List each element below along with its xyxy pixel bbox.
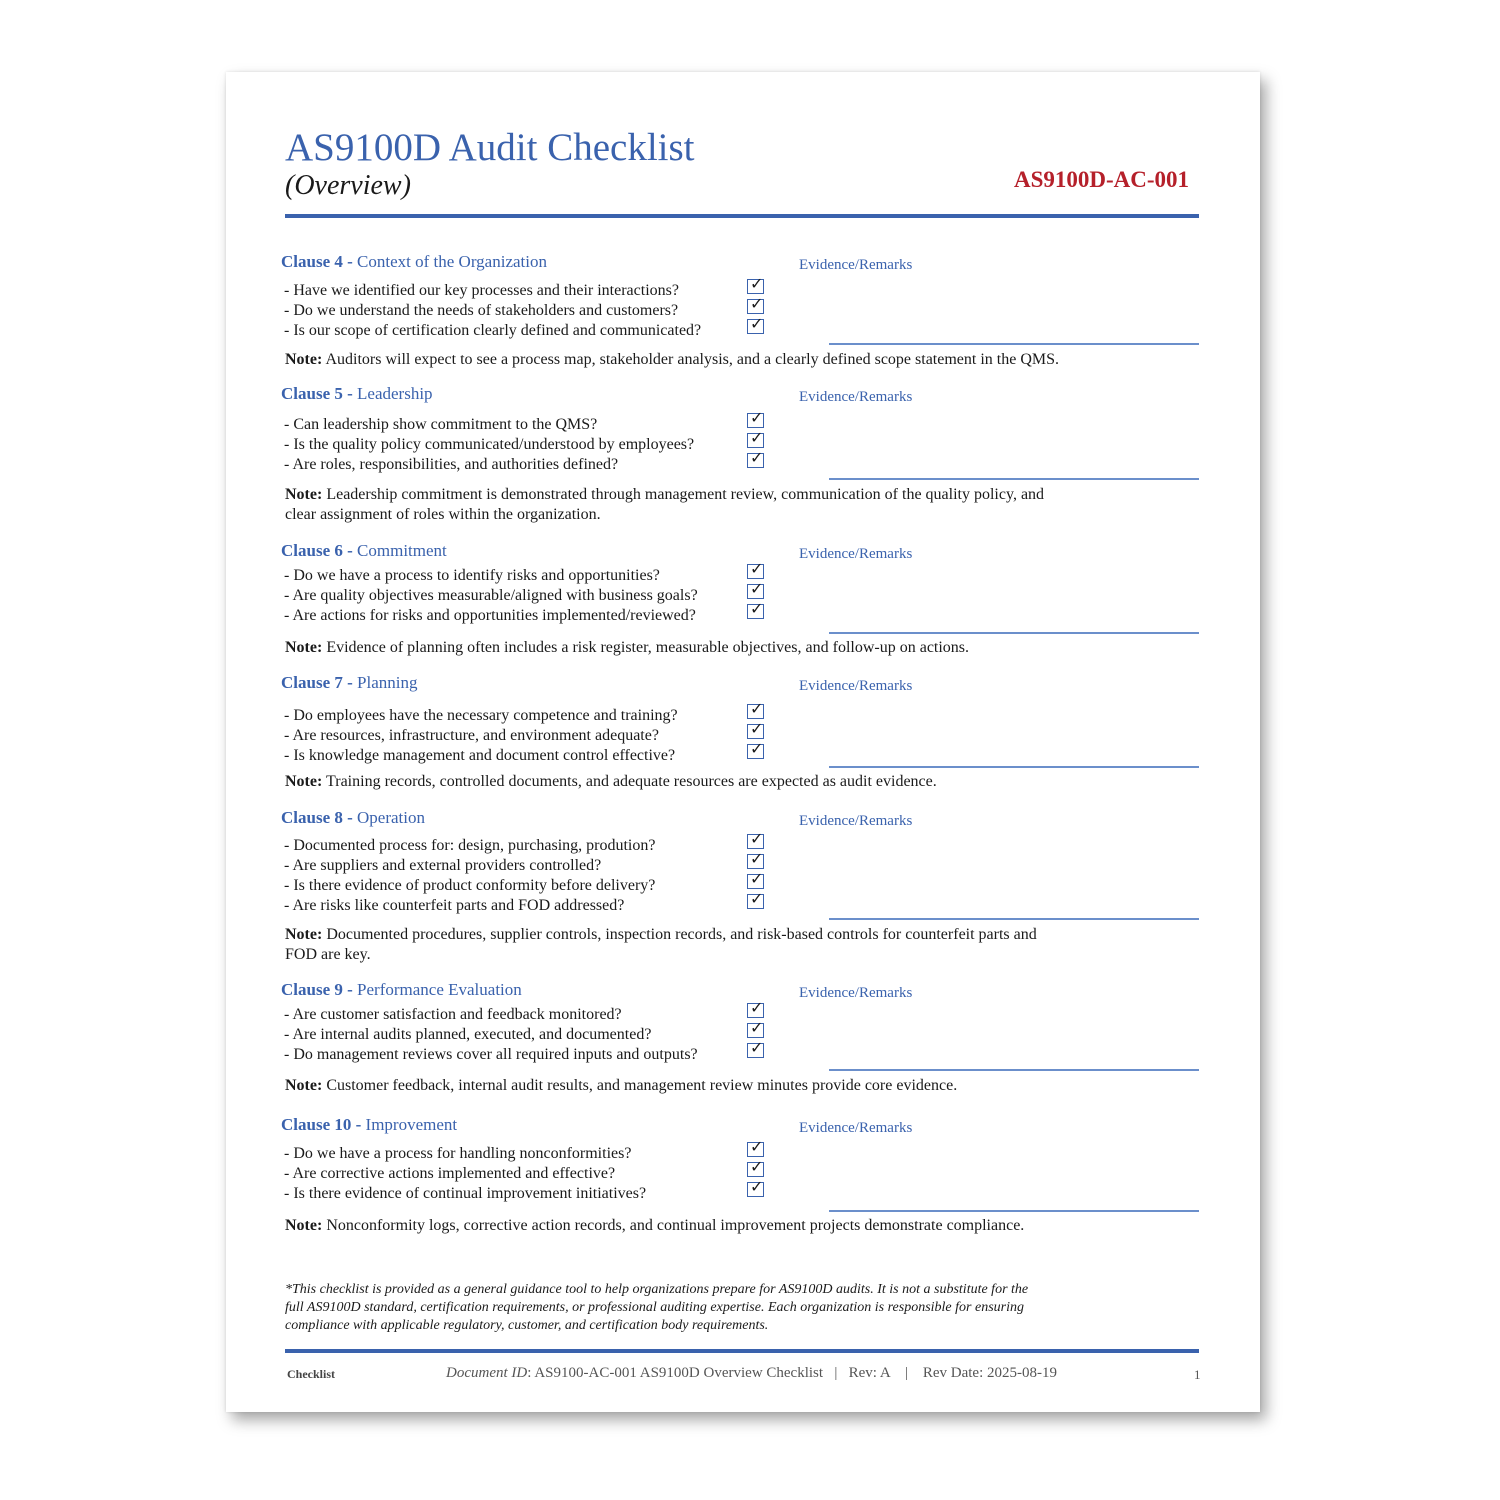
clause-topic: Planning — [357, 673, 418, 692]
evidence-remarks-label: Evidence/Remarks — [799, 678, 913, 694]
disclaimer — [285, 1281, 1115, 1335]
note-label: Note: — [285, 773, 323, 790]
evidence-remarks-label: Evidence/Remarks — [799, 813, 913, 829]
clause-number: Clause 9 - — [281, 980, 353, 999]
checkbox[interactable] — [747, 1018, 764, 1038]
check-mark-icon: ✓ — [750, 448, 764, 467]
checkbox[interactable] — [747, 559, 764, 579]
note-text: Documented procedures, supplier controls, inspection records, and risk-based controls for counterfeit parts and — [326, 926, 1037, 943]
evidence-remarks-line — [829, 478, 1199, 480]
clause-number: Clause 10 - — [281, 1115, 362, 1134]
check-mark-icon: ✓ — [750, 889, 764, 908]
evidence-remarks-label: Evidence/Remarks — [799, 257, 913, 273]
clause-number: Clause 7 - — [281, 673, 353, 692]
checklist-question: - Have we identified our key processes and their interactions? — [284, 282, 679, 299]
check-mark-icon: ✓ — [750, 579, 764, 598]
disclaimer-line: full AS9100D standard, certification requirements, or professional auditing expertise. Each organization is responsible for ensuring — [285, 1300, 1024, 1315]
check-mark-icon: ✓ — [750, 1038, 764, 1057]
clause-number: Clause 8 - — [281, 808, 353, 827]
clause-heading — [281, 1116, 457, 1133]
clause-number: Clause 6 - — [281, 541, 353, 560]
checklist-question: - Is our scope of certification clearly defined and communicated? — [284, 322, 702, 339]
footer-divider — [285, 1349, 1199, 1353]
note-label: Note: — [285, 639, 323, 656]
footer-doc-id-value: : AS9100-AC-001 AS9100D Overview Checklist — [527, 1365, 824, 1381]
checklist-question: - Do we have a process for handling nonconformities? — [284, 1145, 632, 1162]
check-mark-icon: ✓ — [750, 428, 764, 447]
checkbox[interactable] — [747, 274, 764, 294]
checkbox[interactable] — [747, 1177, 764, 1197]
checkbox[interactable] — [747, 1157, 764, 1177]
footer-revision-date: Rev Date: 2025-08-19 — [922, 1365, 1057, 1381]
clause-heading — [281, 385, 433, 402]
checklist-question: - Are corrective actions implemented and effective? — [284, 1165, 616, 1182]
checklist-question: - Do management reviews cover all required inputs and outputs? — [284, 1046, 698, 1063]
checkbox[interactable] — [747, 889, 764, 909]
checkbox[interactable] — [747, 579, 764, 599]
checkbox[interactable] — [747, 294, 764, 314]
checklist-question: - Are risks like counterfeit parts and FOD addressed? — [284, 897, 625, 914]
note-label: Note: — [285, 351, 323, 368]
section-note — [285, 925, 1115, 965]
clause-topic: Operation — [357, 808, 426, 827]
page-title: AS9100D Audit Checklist — [285, 126, 695, 169]
note-text: Leadership commitment is demonstrated through management review, communication of the quality policy, and — [326, 486, 1045, 503]
footer-separator: | — [834, 1365, 838, 1381]
check-mark-icon: ✓ — [750, 719, 764, 738]
checkbox[interactable] — [747, 739, 764, 759]
checklist-question: - Are quality objectives measurable/aligned with business goals? — [284, 587, 698, 604]
evidence-remarks-line — [829, 766, 1199, 768]
section-note — [285, 1076, 1115, 1096]
checklist-question: - Are resources, infrastructure, and environment adequate? — [284, 727, 659, 744]
note-label: Note: — [285, 1077, 323, 1094]
note-text: Training records, controlled documents, and adequate resources are expected as audit evidence. — [326, 773, 937, 790]
checkbox[interactable] — [747, 869, 764, 889]
note-line — [285, 1216, 1115, 1236]
note-text: Auditors will expect to see a process map, stakeholder analysis, and a clearly defined scope statement in the QMS. — [325, 351, 1059, 368]
check-mark-icon: ✓ — [750, 1018, 764, 1037]
check-mark-icon: ✓ — [750, 1137, 764, 1156]
checkbox[interactable] — [747, 1038, 764, 1058]
checkbox[interactable] — [747, 428, 764, 448]
checklist-question: - Are actions for risks and opportunities implemented/reviewed? — [284, 607, 696, 624]
checklist-question: - Are suppliers and external providers controlled? — [284, 857, 602, 874]
section-note — [285, 1216, 1115, 1236]
clause-heading — [281, 542, 447, 559]
check-mark-icon: ✓ — [750, 559, 764, 578]
checklist-question: - Do we have a process to identify risks and opportunities? — [284, 567, 660, 584]
evidence-remarks-line — [829, 632, 1199, 634]
note-line — [285, 925, 1115, 945]
clause-heading — [281, 809, 425, 826]
checkbox[interactable] — [747, 314, 764, 334]
disclaimer-line: compliance with applicable regulatory, customer, and certification body requirements. — [285, 1318, 769, 1333]
note-line — [285, 945, 1115, 965]
evidence-remarks-label: Evidence/Remarks — [799, 1120, 913, 1136]
note-text: Customer feedback, internal audit results, and management review minutes provide core evidence. — [326, 1077, 958, 1094]
note-label: Note: — [285, 1217, 323, 1234]
checklist-question: - Do we understand the needs of stakeholders and customers? — [284, 302, 679, 319]
check-mark-icon: ✓ — [750, 739, 764, 758]
checkbox[interactable] — [747, 719, 764, 739]
checkbox[interactable] — [747, 849, 764, 869]
page-number: 1 — [1194, 1367, 1201, 1382]
checklist-question: - Documented process for: design, purchasing, prodution? — [284, 837, 656, 854]
check-mark-icon: ✓ — [750, 314, 764, 333]
clause-heading — [281, 981, 522, 998]
document-code: AS9100D-AC-001 — [1014, 167, 1190, 192]
evidence-remarks-label: Evidence/Remarks — [799, 546, 913, 562]
checklist-question: - Do employees have the necessary competence and training? — [284, 707, 678, 724]
disclaimer-line: *This checklist is provided as a general guidance tool to help organizations prepare for AS9100D audits. It is not a substitute for the — [285, 1282, 1029, 1297]
check-mark-icon: ✓ — [750, 849, 764, 868]
checklist-question: - Are internal audits planned, executed, and documented? — [284, 1026, 652, 1043]
footer-label: Checklist — [287, 1367, 335, 1381]
check-mark-icon: ✓ — [750, 998, 764, 1017]
clause-number: Clause 5 - — [281, 384, 353, 403]
section-note — [285, 772, 1115, 792]
note-text: clear assignment of roles within the organization. — [285, 506, 601, 523]
note-label: Note: — [285, 486, 323, 503]
note-line — [285, 1076, 1115, 1096]
check-mark-icon: ✓ — [750, 869, 764, 888]
checkbox[interactable] — [747, 408, 764, 428]
note-label: Note: — [285, 926, 323, 943]
note-line — [285, 505, 1115, 525]
note-text: Nonconformity logs, corrective action records, and continual improvement projects demonstrate compliance. — [326, 1217, 1025, 1234]
checklist-question: - Are roles, responsibilities, and authorities defined? — [284, 456, 619, 473]
evidence-remarks-label: Evidence/Remarks — [799, 389, 913, 405]
note-line — [285, 772, 1115, 792]
clause-topic: Context of the Organization — [357, 252, 547, 271]
evidence-remarks-line — [829, 1210, 1199, 1212]
clause-heading — [281, 674, 417, 691]
clause-topic: Leadership — [357, 384, 433, 403]
footer-document-info — [446, 1366, 1057, 1381]
checklist-question: - Is the quality policy communicated/understood by employees? — [284, 436, 695, 453]
title-divider — [285, 214, 1199, 218]
note-line — [285, 638, 1115, 658]
checkbox[interactable] — [747, 699, 764, 719]
checklist-question: - Can leadership show commitment to the QMS? — [284, 416, 598, 433]
section-note — [285, 485, 1115, 525]
note-text: FOD are key. — [285, 946, 371, 963]
note-text: Evidence of planning often includes a risk register, measurable objectives, and follow-up on actions. — [326, 639, 970, 656]
clause-topic: Improvement — [365, 1115, 458, 1134]
clause-number: Clause 4 - — [281, 252, 353, 271]
check-mark-icon: ✓ — [750, 829, 764, 848]
checklist-question: - Is there evidence of product conformity before delivery? — [284, 877, 656, 894]
checkbox[interactable] — [747, 829, 764, 849]
checkbox[interactable] — [747, 599, 764, 619]
footer-revision: Rev: A — [848, 1365, 890, 1381]
note-line — [285, 350, 1115, 370]
page-subtitle: (Overview) — [285, 170, 411, 201]
check-mark-icon: ✓ — [750, 274, 764, 293]
checklist-question: - Are customer satisfaction and feedback monitored? — [284, 1006, 622, 1023]
evidence-remarks-label: Evidence/Remarks — [799, 985, 913, 1001]
check-mark-icon: ✓ — [750, 1177, 764, 1196]
clause-heading — [281, 253, 547, 270]
checkbox[interactable] — [747, 1137, 764, 1157]
clause-topic: Performance Evaluation — [357, 980, 522, 999]
check-mark-icon: ✓ — [750, 1157, 764, 1176]
evidence-remarks-line — [829, 343, 1199, 345]
check-mark-icon: ✓ — [750, 294, 764, 313]
checkbox[interactable] — [747, 998, 764, 1018]
checklist-question: - Is there evidence of continual improvement initiatives? — [284, 1185, 647, 1202]
section-note — [285, 638, 1115, 658]
checkbox[interactable] — [747, 448, 764, 468]
clause-topic: Commitment — [357, 541, 447, 560]
check-mark-icon: ✓ — [750, 699, 764, 718]
check-mark-icon: ✓ — [750, 599, 764, 618]
evidence-remarks-line — [829, 918, 1199, 920]
section-note — [285, 350, 1115, 370]
checklist-page — [226, 72, 1260, 1412]
footer-separator: | — [904, 1365, 908, 1381]
footer-doc-id-label: Document ID — [446, 1365, 528, 1381]
check-mark-icon: ✓ — [750, 408, 764, 427]
note-line — [285, 485, 1115, 505]
checklist-question: - Is knowledge management and document control effective? — [284, 747, 676, 764]
evidence-remarks-line — [829, 1069, 1199, 1071]
